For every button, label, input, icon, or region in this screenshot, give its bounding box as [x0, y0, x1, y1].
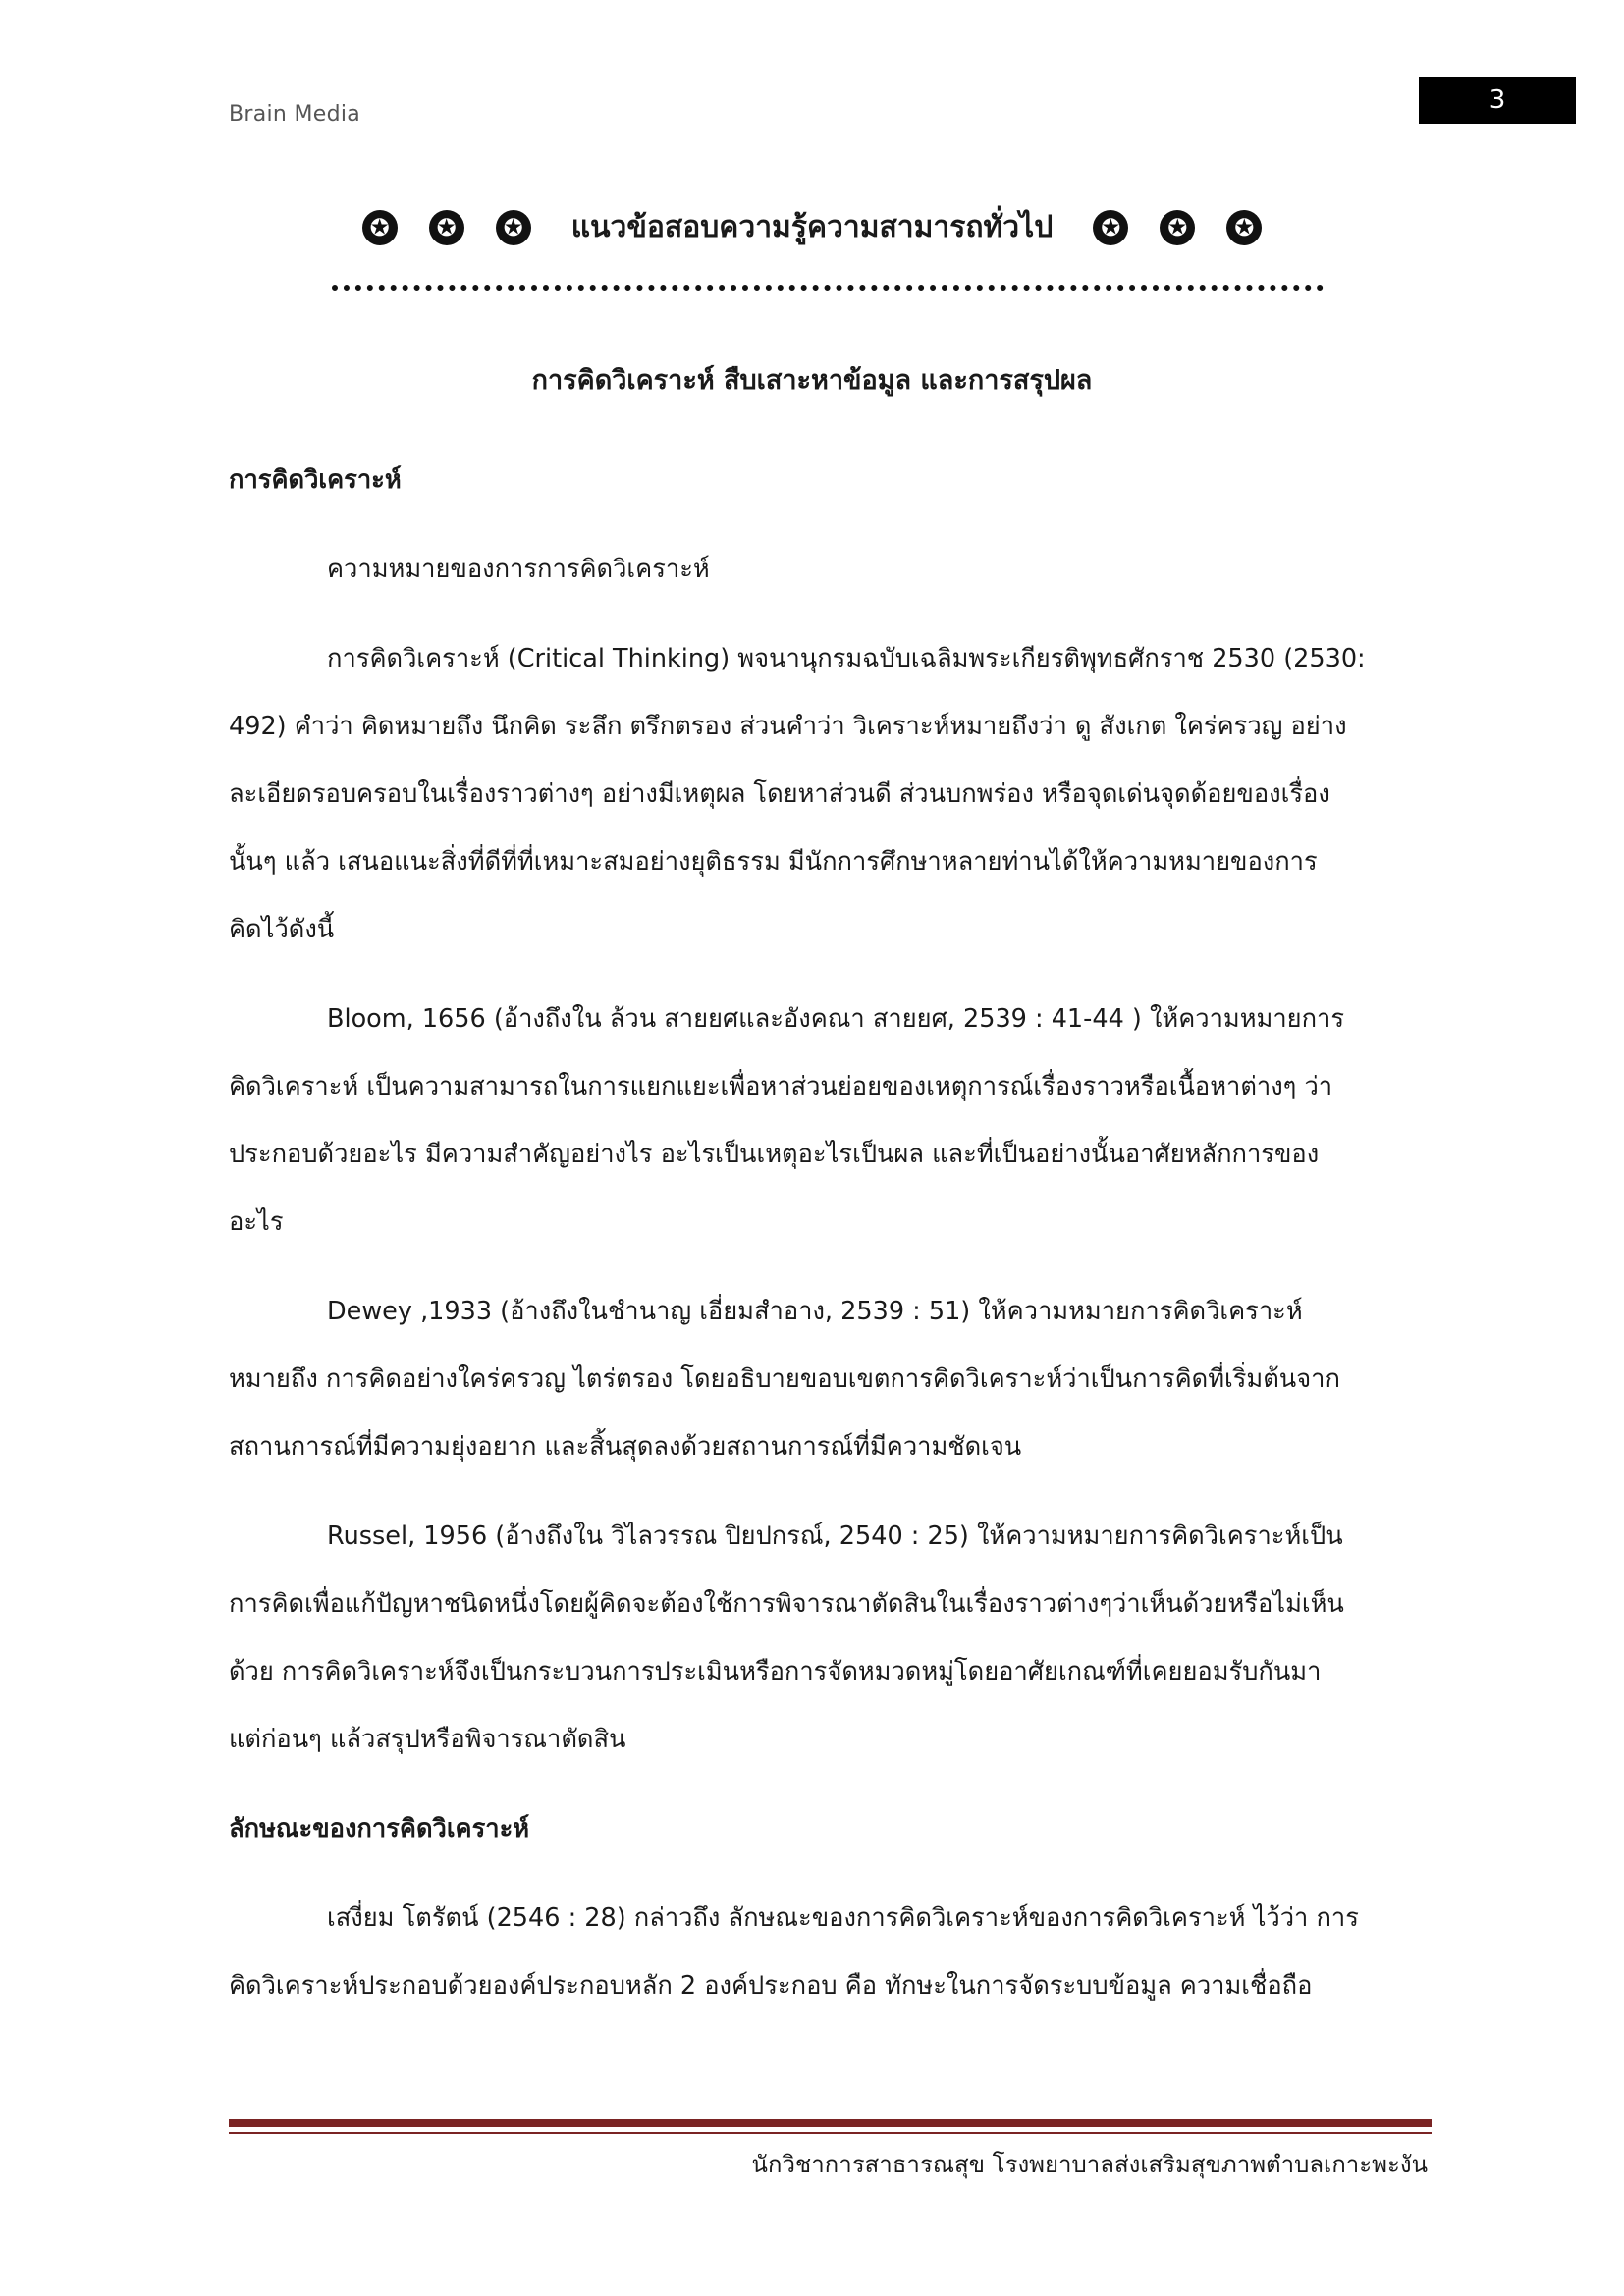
footer-text: นักวิชาการสาธารณสุข โรงพยาบาลส่งเสริมสุขภาพตำบลเกาะพะงัน — [751, 2151, 1428, 2178]
paragraph-4 — [229, 1503, 1407, 1774]
paragraph-line: Bloom, 1656 (อ้างถึงใน ล้วน สายยศและอังคณา สายยศ, 2539 : 41-44 ) ให้ความหมายการ — [327, 1004, 1345, 1034]
paragraph-5 — [229, 1885, 1407, 2020]
paragraph-line: ประกอบด้วยอะไร มีความสำคัญอย่างไร อะไรเป็นเหตุอะไรเป็นผล และที่เป็นอย่างนั้นอาศัยหลักการของ — [229, 1140, 1320, 1169]
meaning-heading: ความหมายของการการคิดวิเคราะห์ — [327, 555, 710, 584]
paragraph-line: การคิดวิเคราะห์ (Critical Thinking) พจนานุกรมฉบับเฉลิมพระเกียรติพุทธศักราช 2530 (2530: — [327, 644, 1366, 673]
star-icon: ✪ — [362, 210, 398, 245]
header-brand: Brain Media — [229, 102, 361, 127]
page-number-box — [1419, 77, 1576, 124]
paragraph-line: การคิดเพื่อแก้ปัญหาชนิดหนึ่งโดยผู้คิดจะต้องใช้การพิจารณาตัดสินในเรื่องราวต่างๆว่าเห็นด้วยหรือไม่เห็น — [229, 1589, 1344, 1619]
paragraph-line: แต่ก่อนๆ แล้วสรุปหรือพิจารณาตัดสิน — [229, 1725, 626, 1754]
paragraph-line: คิดไว้ดังนี้ — [229, 915, 335, 944]
star-icon: ✪ — [1226, 210, 1262, 245]
document-title — [0, 204, 1624, 250]
document-body — [229, 447, 1407, 2020]
subtitle: การคิดวิเคราะห์ สืบเสาะหาข้อมูล และการสรุปผล — [531, 365, 1093, 396]
star-icon: ✪ — [496, 210, 531, 245]
paragraph-line: คิดวิเคราะห์ เป็นความสามารถในการแยกแยะเพื่อหาส่วนย่อยของเหตุการณ์เรื่องราวหรือเนื้อหาต่างๆ ว่า — [229, 1072, 1333, 1101]
footer-divider — [229, 2119, 1432, 2127]
footer-divider-thin — [229, 2132, 1432, 2134]
title-text: แนวข้อสอบความรู้ความสามารถทั่วไป — [570, 210, 1054, 244]
section-heading: ลักษณะของการคิดวิเคราะห์ — [229, 1814, 530, 1843]
paragraph-line: ละเอียดรอบครอบในเรื่องราวต่างๆ อย่างมีเหตุผล โดยหาส่วนดี ส่วนบกพร่อง หรือจุดเด่นจุดด้อยของเรื่อง — [229, 779, 1330, 809]
paragraph-line: หมายถึง การคิดอย่างใคร่ครวญ ไตร่ตรอง โดยอธิบายขอบเขตการคิดวิเคราะห์ว่าเป็นการคิดที่เริ่มต้นจาก — [229, 1364, 1340, 1394]
dotted-divider — [332, 285, 1324, 291]
star-icon: ✪ — [1160, 210, 1195, 245]
paragraph-1 — [229, 625, 1407, 964]
paragraph-line: เสงี่ยม โตรัตน์ (2546 : 28) กล่าวถึง ลักษณะของการคิดวิเคราะห์ของการคิดวิเคราะห์ ไว้ว่า การ — [327, 1903, 1359, 1933]
paragraph-line: Russel, 1956 (อ้างถึงใน วิไลวรรณ ปิยปกรณ์, 2540 : 25) ให้ความหมายการคิดวิเคราะห์เป็น — [327, 1522, 1343, 1551]
paragraph-line: Dewey ,1933 (อ้างถึงในชำนาญ เอี่ยมสำอาง, 2539 : 51) ให้ความหมายการคิดวิเคราะห์ — [327, 1297, 1303, 1326]
paragraph-line: คิดวิเคราะห์ประกอบด้วยองค์ประกอบหลัก 2 องค์ประกอบ คือ ทักษะในการจัดระบบข้อมูล ความเชื่อถือ — [229, 1971, 1313, 2001]
section-heading: การคิดวิเคราะห์ — [229, 465, 402, 495]
star-icon: ✪ — [429, 210, 464, 245]
paragraph-line: นั้นๆ แล้ว เสนอแนะสิ่งที่ดีที่ที่เหมาะสมอย่างยุติธรรม มีนักการศึกษาหลายท่านได้ให้ความหมายของการ — [229, 847, 1318, 877]
paragraph-line: 492) คำว่า คิดหมายถึง นึกคิด ระลึก ตรึกตรอง ส่วนคำว่า วิเคราะห์หมายถึงว่า ดู สังเกต ใคร่ครวญ อย่าง — [229, 712, 1347, 741]
star-icon: ✪ — [1093, 210, 1128, 245]
paragraph-3 — [229, 1278, 1407, 1481]
paragraph-line: ด้วย การคิดวิเคราะห์จึงเป็นกระบวนการประเมินหรือการจัดหมวดหมู่โดยอาศัยเกณฑ์ที่เคยยอมรับกันมา — [229, 1657, 1322, 1686]
paragraph-2 — [229, 986, 1407, 1256]
paragraph-line: อะไร — [229, 1207, 284, 1237]
page-number: 3 — [1489, 85, 1506, 115]
paragraph-line: สถานการณ์ที่มีความยุ่งอยาก และสิ้นสุดลงด้วยสถานการณ์ที่มีความชัดเจน — [229, 1432, 1022, 1462]
